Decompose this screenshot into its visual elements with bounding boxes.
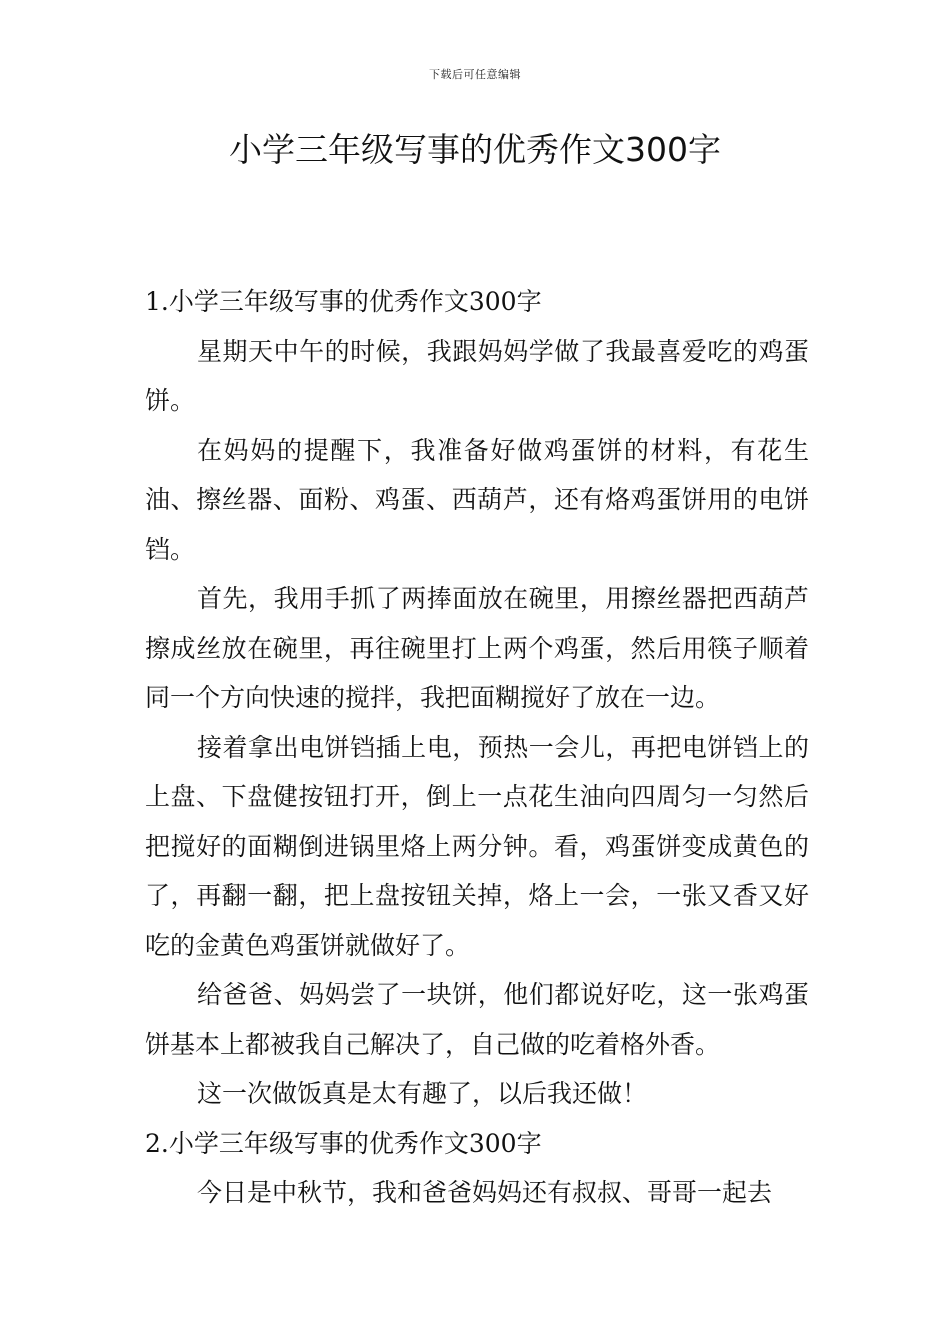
section-1-paragraph-3: 首先，我用手抓了两捧面放在碗里，用擦丝器把西葫芦擦成丝放在碗里，再往碗里打上两个鸡蛋，然后用筷子顺着同一个方向快速的搅拌，我把面糊搅好了放在一边。 xyxy=(145,584,809,712)
section-1-paragraph-1: 星期天中午的时候，我跟妈妈学做了我最喜爱吃的鸡蛋饼。 xyxy=(145,336,809,415)
section-1-paragraph-4: 接着拿出电饼铛插上电，预热一会儿，再把电饼铛上的上盘、下盘健按钮打开，倒上一点花生油向四周匀一匀然后把搅好的面糊倒进锅里烙上两分钟。看，鸡蛋饼变成黄色的了，再翻一翻，把上盘按钮关掉，烙上一会，一张又香又好吃的金黄色鸡蛋饼就做好了。 xyxy=(145,732,809,960)
section-1-paragraph-6: 这一次做饭真是太有趣了，以后我还做！ xyxy=(197,1079,648,1108)
section-2-paragraph-1: 今日是中秋节，我和爸爸妈妈还有叔叔、哥哥一起去 xyxy=(197,1178,773,1207)
document-title: 小学三年级写事的优秀作文300字 xyxy=(229,130,721,169)
section-1-paragraph-5: 给爸爸、妈妈尝了一块饼，他们都说好吃，这一张鸡蛋饼基本上都被我自己解决了，自己做的吃着格外香。 xyxy=(145,980,809,1059)
section-2-heading: 2.小学三年级写事的优秀作文300字 xyxy=(145,1128,542,1158)
header-note: 下载后可任意编辑 xyxy=(429,68,521,81)
section-1-heading: 1.小学三年级写事的优秀作文300字 xyxy=(145,287,542,316)
section-1-paragraph-2: 在妈妈的提醒下，我准备好做鸡蛋饼的材料，有花生油、擦丝器、面粉、鸡蛋、西葫芦，还有烙鸡蛋饼用的电饼铛。 xyxy=(145,435,809,564)
document-body xyxy=(145,277,809,1218)
